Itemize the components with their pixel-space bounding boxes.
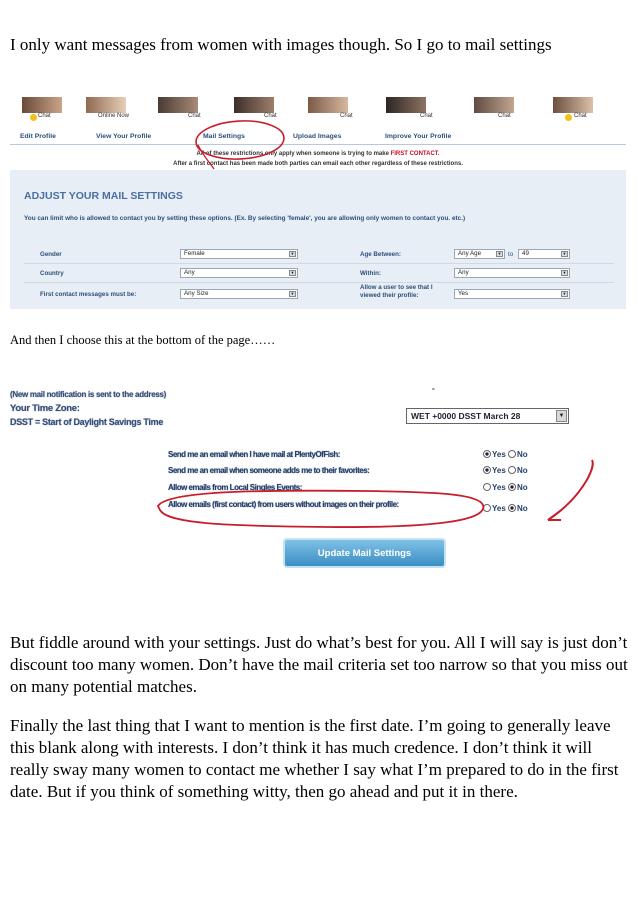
chevron-down-icon: ▼: [290, 291, 295, 296]
first-contact-label: First contact messages must be:: [40, 291, 137, 298]
chat-link[interactable]: Chat: [340, 113, 353, 119]
notification-line: (New mail notification is sent to the address): [10, 390, 167, 399]
country-value: Any: [184, 269, 195, 276]
chevron-down-icon: ▼: [290, 251, 295, 256]
option-no-label: No: [517, 483, 528, 492]
within-select[interactable]: [454, 268, 570, 278]
chevron-down-icon: ▼: [562, 270, 567, 275]
first-contact-value: Any Size: [184, 290, 209, 297]
online-dot-icon: [30, 114, 37, 121]
option-label: Allow emails (first contact) from users without images on their profile:: [168, 500, 399, 509]
option-label: Send me an email when I have mail at PlentyOfFish:: [168, 450, 340, 459]
age-min-value: Any Age: [458, 250, 482, 257]
update-mail-settings-button[interactable]: Update Mail Settings: [285, 540, 444, 566]
option-answer: [483, 504, 528, 513]
profile-photo-strip: [8, 97, 628, 125]
row-divider: [24, 263, 614, 264]
radio-yes[interactable]: [483, 450, 491, 458]
tab-view-your-profile[interactable]: View Your Profile: [96, 133, 152, 140]
notification-settings-screenshot: [8, 378, 598, 578]
radio-no[interactable]: [508, 450, 516, 458]
gender-select[interactable]: [180, 249, 298, 259]
restriction-note-line-2: After a first contact has been made both parties can email each other regardless of these restrictions.: [173, 161, 463, 167]
row-divider: [24, 282, 614, 283]
profile-tab-bar: [10, 129, 626, 145]
chevron-down-icon: ▼: [497, 251, 502, 256]
option-label: Send me an email when someone adds me to their favorites:: [168, 466, 370, 475]
option-yes-label: Yes: [492, 466, 506, 475]
age-max-value: 49: [522, 250, 529, 257]
chat-link[interactable]: Chat: [188, 113, 201, 119]
chat-link[interactable]: Chat: [264, 113, 277, 119]
option-answer: [483, 466, 528, 475]
dash-icon: -: [432, 384, 435, 393]
allow-see-viewed-select[interactable]: [454, 289, 570, 299]
age-between-label: Age Between:: [360, 251, 401, 258]
chevron-down-icon: ▼: [562, 291, 567, 296]
age-min-select[interactable]: [454, 249, 505, 259]
profile-thumbnail[interactable]: [22, 97, 62, 113]
time-zone-value: WET +0000 DSST March 28: [411, 411, 521, 421]
country-label: Country: [40, 270, 64, 277]
panel-title: ADJUST YOUR MAIL SETTINGS: [24, 190, 183, 202]
option-answer: [483, 450, 528, 459]
chevron-down-icon: ▼: [290, 270, 295, 275]
option-yes-label: Yes: [492, 450, 506, 459]
tab-mail-settings[interactable]: Mail Settings: [203, 133, 245, 140]
profile-thumbnail[interactable]: [86, 97, 126, 113]
option-no-label: No: [517, 466, 528, 475]
allow-see-viewed-value: Yes: [458, 290, 469, 297]
age-to-label: to: [508, 251, 514, 258]
restriction-note: [8, 151, 628, 157]
option-answer: [483, 483, 528, 492]
allow-see-viewed-label: Allow a user to see that I viewed their profile:: [360, 284, 433, 299]
restriction-note-text: All of these restrictions only apply when someone is trying to make: [196, 151, 391, 157]
radio-no[interactable]: [508, 466, 516, 474]
mail-settings-panel: [10, 170, 626, 309]
radio-yes[interactable]: [483, 504, 491, 512]
radio-no[interactable]: [508, 483, 516, 491]
time-zone-select[interactable]: [406, 408, 569, 424]
time-zone-label: Your Time Zone:: [10, 403, 80, 414]
profile-thumbnail[interactable]: [158, 97, 198, 113]
chevron-down-icon: ▼: [562, 251, 567, 256]
within-value: Any: [458, 269, 469, 276]
age-max-select[interactable]: [518, 249, 570, 259]
tab-edit-profile[interactable]: Edit Profile: [20, 133, 56, 140]
radio-no[interactable]: [508, 504, 516, 512]
chat-link[interactable]: Chat: [38, 113, 51, 119]
radio-yes[interactable]: [483, 483, 491, 491]
country-select[interactable]: [180, 268, 298, 278]
tab-upload-images[interactable]: Upload Images: [293, 133, 342, 140]
profile-thumbnail[interactable]: [386, 97, 426, 113]
online-dot-icon: [565, 114, 572, 121]
intro-text: I only want messages from women with images though. So I go to mail settings: [10, 35, 552, 54]
panel-description: You can limit who is allowed to contact you by setting these options. (Ex. By selecting 'female', you are allowing only women to contact you. etc.): [24, 215, 466, 222]
first-contact-highlight: FIRST CONTACT.: [390, 151, 440, 157]
option-yes-label: Yes: [492, 504, 506, 513]
paragraph-first-date: Finally the last thing that I want to mention is the first date. I’m going to generally leave this blank along with interests. I don’t think it has much credence. I don’t think it will really sway many women to contact me whether I say what I’m prepared to do in the first date. But if you think of something witty, then go ahead and put it in there.: [10, 716, 619, 801]
chevron-down-icon: ▼: [556, 410, 567, 422]
mail-settings-screenshot: [8, 97, 628, 309]
option-no-label: No: [517, 504, 528, 513]
profile-thumbnail[interactable]: [474, 97, 514, 113]
between-text: And then I choose this at the bottom of the page……: [10, 333, 276, 347]
gender-label: Gender: [40, 251, 62, 258]
tab-improve-your-profile[interactable]: Improve Your Profile: [385, 133, 452, 140]
dst-note: DSST = Start of Daylight Savings Time: [10, 417, 164, 427]
gender-value: Female: [184, 250, 205, 257]
option-yes-label: Yes: [492, 483, 506, 492]
chat-link[interactable]: Chat: [420, 113, 433, 119]
option-no-label: No: [517, 450, 528, 459]
profile-thumbnail[interactable]: [308, 97, 348, 113]
first-contact-select[interactable]: [180, 289, 298, 299]
online-now-label: Online Now: [98, 113, 130, 119]
chat-link[interactable]: Chat: [574, 113, 587, 119]
profile-thumbnail[interactable]: [553, 97, 593, 113]
profile-thumbnail[interactable]: [234, 97, 274, 113]
radio-yes[interactable]: [483, 466, 491, 474]
chat-link[interactable]: Chat: [498, 113, 511, 119]
option-label: Allow emails from Local Singles Events:: [168, 483, 302, 492]
paragraph-settings-advice: But fiddle around with your settings. Just do what’s best for you. All I will say is just don’t discount too many women. Don’t have the mail criteria set too narrow so that you miss out on many potential matches.: [10, 633, 628, 696]
within-label: Within:: [360, 270, 381, 277]
